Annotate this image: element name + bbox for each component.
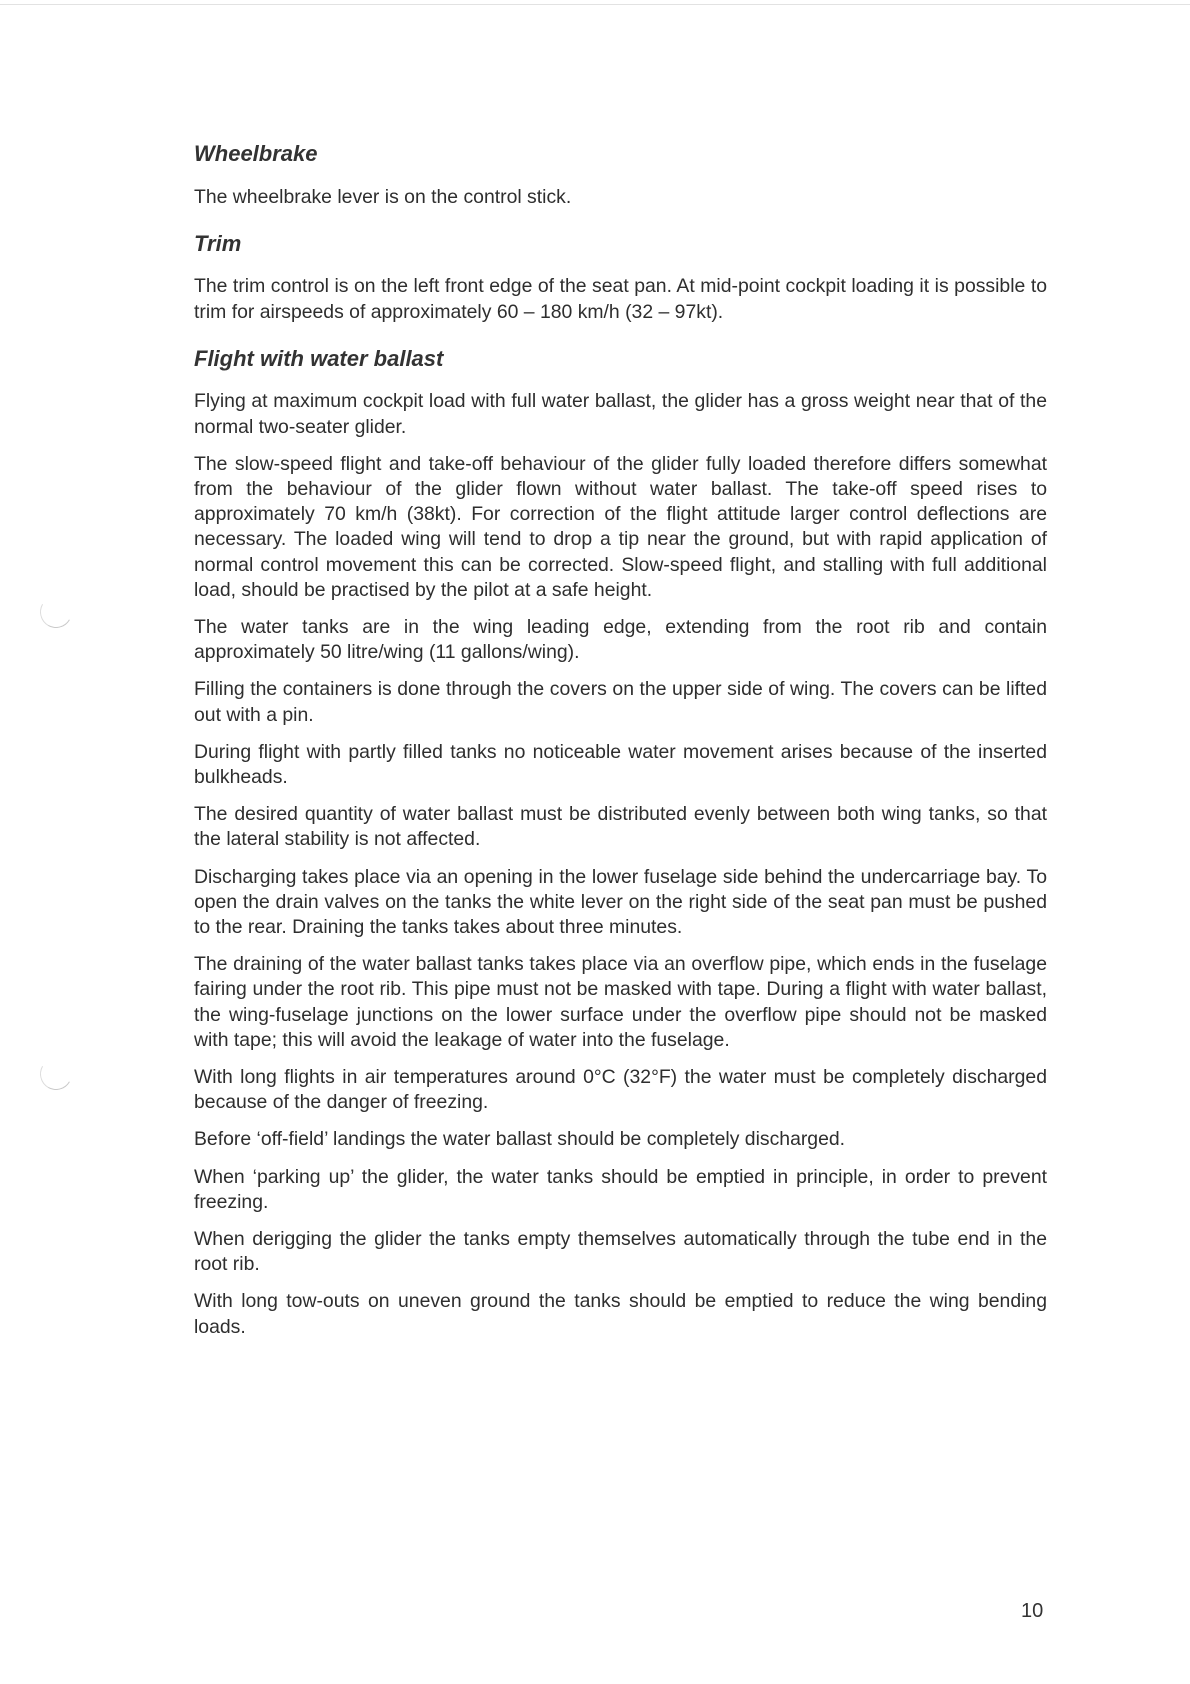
page-number: 10 [1021,1600,1044,1622]
punch-hole-mark [36,592,75,631]
paragraph: With long flights in air temperatures around 0°C (32°F) the water must be completely discharged because of the danger of freezing. [194,1066,1047,1114]
paragraph: When derigging the glider the tanks empty themselves automatically through the tube end in the root rib. [194,1228,1047,1276]
punch-hole-mark [36,1054,75,1093]
scan-top-edge [0,4,1190,5]
paragraph: The trim control is on the left front edge of the seat pan. At mid-point cockpit loading it is possible to trim for airspeeds of approximately 60 – 180 km/h (32 – 97kt). [194,275,1047,323]
paragraph: The wheelbrake lever is on the control stick. [194,185,572,208]
paragraph: Before ‘off-field’ landings the water ballast should be completely discharged. [194,1128,846,1151]
paragraph: Filling the containers is done through the covers on the upper side of wing. The covers can be lifted out with a pin. [194,678,1047,726]
document-body [194,140,1047,1352]
section-wheelbrake [194,140,1047,210]
paragraph: During flight with partly filled tanks no noticeable water movement arises because of the inserted bulkheads. [194,740,1047,789]
section-heading: Wheelbrake [194,141,318,166]
section-heading: Flight with water ballast [194,345,444,371]
paragraph: When ‘parking up’ the glider, the water tanks should be emptied in principle, in order to prevent freezing. [194,1165,1047,1213]
paragraph: With long tow-outs on uneven ground the tanks should be emptied to reduce the wing bending loads. [194,1290,1047,1338]
section-trim [194,230,1047,325]
paragraph: The slow-speed flight and take-off behaviour of the glider fully loaded therefore differs somewhat from the behaviour of the glider flown without water ballast. The take-off speed rises to approximately 70 km/h (38kt). For correction of the flight attitude larger control deflections are necessary. The loaded wing will tend to drop a tip near the ground, but with rapid application of normal control movement this can be corrected. Slow-speed flight, and stalling with full additional load, should be practised by the pilot at a safe height. [194,452,1047,601]
paragraph: The draining of the water ballast tanks takes place via an overflow pipe, which ends in the fuselage fairing under the root rib. This pipe must not be masked with tape. During a flight with water ballast, the wing-fuselage junctions on the lower surface under the overflow pipe should not be masked with tape; this will avoid the leakage of water into the fuselage. [194,953,1047,1051]
section-heading: Trim [194,230,242,256]
paragraph: The desired quantity of water ballast must be distributed evenly between both wing tanks, so that the lateral stability is not affected. [194,803,1047,851]
paragraph: Discharging takes place via an opening in the lower fuselage side behind the undercarriage bay. To open the drain valves on the tanks the white lever on the right side of the seat pan must be pushed to the rear. Draining the tanks takes about three minutes. [194,865,1047,939]
paragraph: Flying at maximum cockpit load with full water ballast, the glider has a gross weight near that of the normal two-seater glider. [194,390,1047,438]
paragraph: The water tanks are in the wing leading edge, extending from the root rib and contain approximately 50 litre/wing (11 gallons/wing). [194,616,1047,664]
section-water-ballast [194,345,1047,1340]
